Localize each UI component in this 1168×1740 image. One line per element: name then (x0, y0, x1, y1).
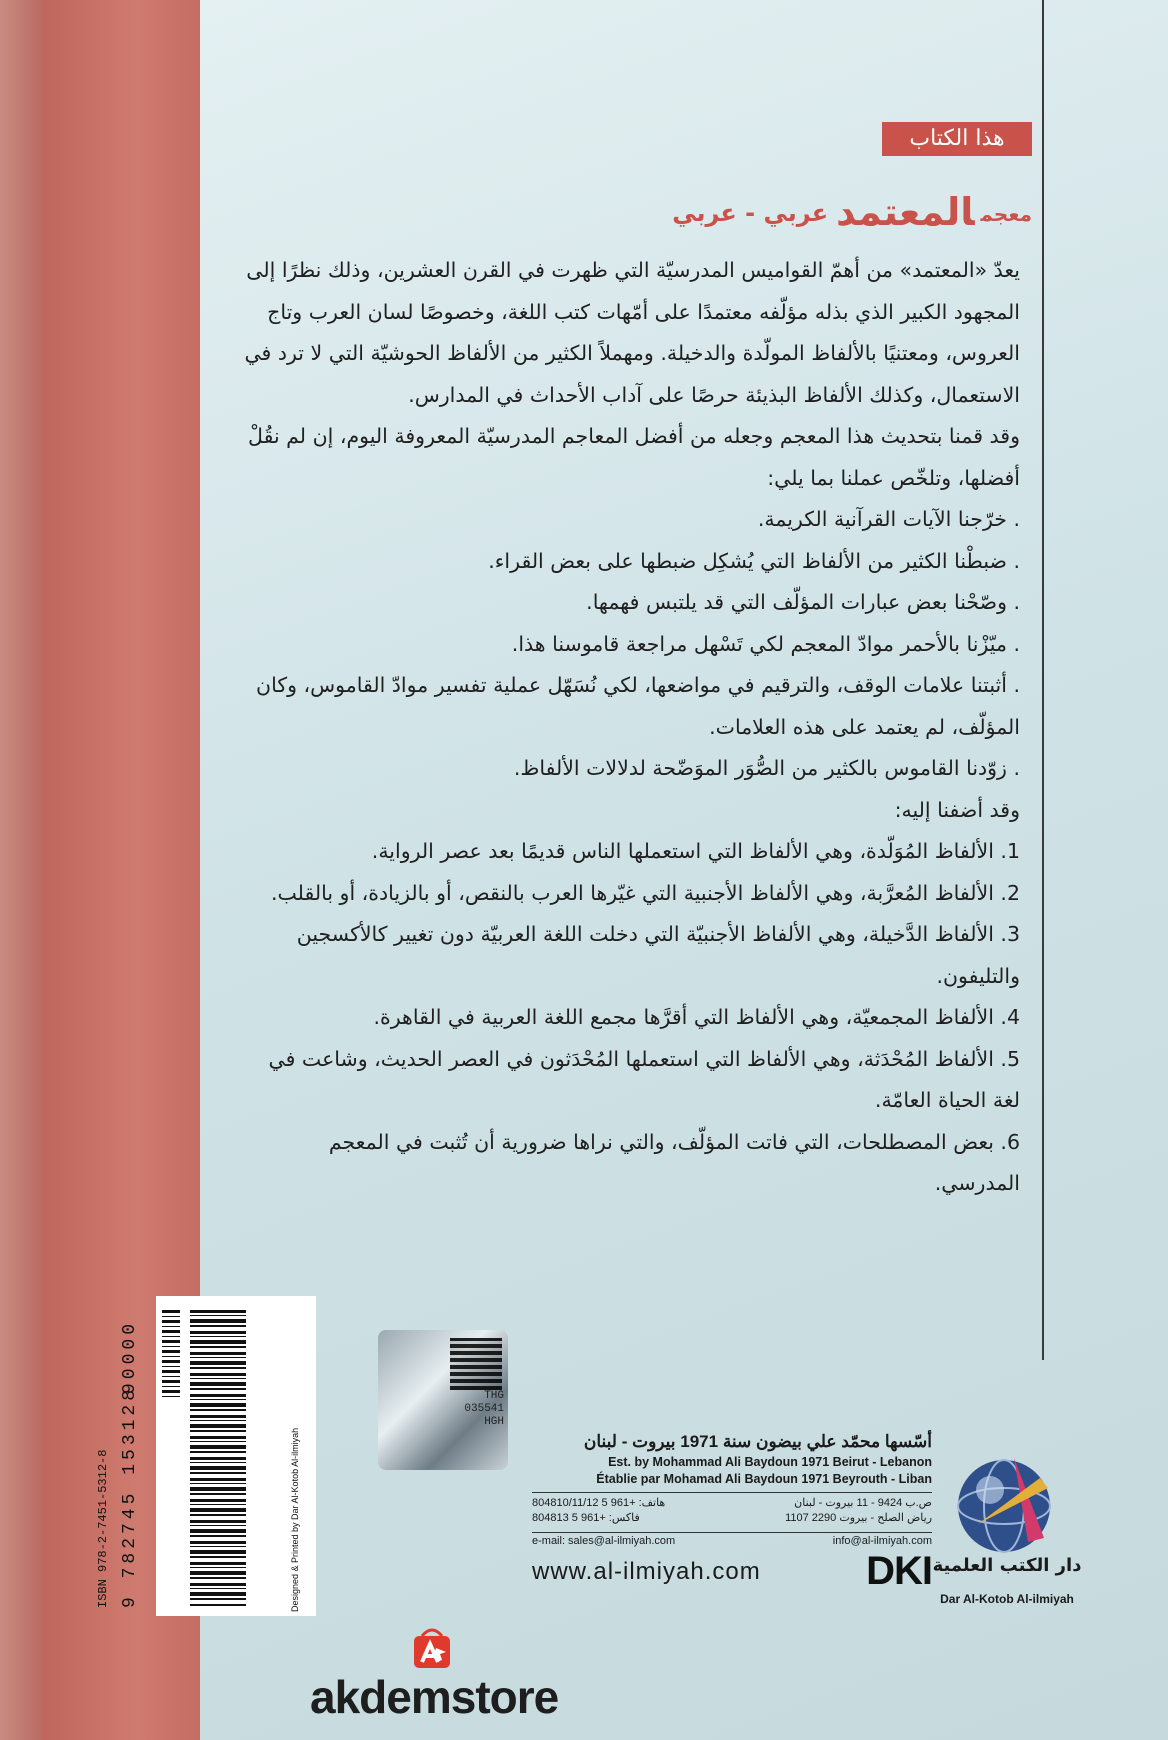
qr-code-icon (450, 1338, 502, 1390)
title-subtitle: عربي - عربي (672, 199, 829, 227)
list-item: 6. بعض المصطلحات، التي فاتت المؤلّف، والتي نراها ضرورية أن تُثبت في المعجم المدرسي. (328, 1129, 1020, 1195)
title-name: المعتمد (836, 190, 975, 234)
fax: فاكس: +961 5 804813 (532, 1512, 640, 1524)
email-lines (532, 1532, 932, 1547)
section-tag: هذا الكتاب (882, 122, 1032, 156)
publisher-logo-en: Dar Al-Kotob Al-ilmiyah (940, 1592, 1074, 1606)
description-text (240, 250, 1020, 1205)
founded-ar: أسّسها محمّد علي بيضون سنة 1971 بيروت - لبنان (583, 1432, 932, 1451)
hologram-sticker (378, 1330, 508, 1470)
list-item: . ميّزْنا بالأحمر موادّ المعجم لكي تَسْهل مراجعة قاموسنا هذا. (511, 631, 1020, 656)
publisher-logo-ar: دار الكتب العلمية (932, 1555, 1082, 1576)
dki-logo: DKI (866, 1549, 932, 1593)
ean-digits: 9 782745 153128 (120, 1385, 140, 1608)
border-line (1042, 0, 1044, 1360)
title-prefix: معجم (980, 202, 1032, 226)
list-item: . خرّجنا الآيات القرآنية الكريمة. (757, 507, 1020, 531)
printer-credit: Designed & Printed by Dar Al-Kotob Al-ilmiyah (290, 1427, 300, 1612)
contact-lines (532, 1492, 932, 1526)
book-spine (0, 0, 44, 1740)
list-item: . ضبطْنا الكثير من الألفاظ التي يُشكِل ضبطها على بعض القراء. (488, 548, 1020, 573)
founded-fr: Établie par Mohamad Ali Baydoun 1971 Beyrouth - Liban (596, 1472, 932, 1486)
ean-barcode (190, 1310, 246, 1606)
isbn-text: ISBN 978-2-7451-5312-8 (96, 1449, 110, 1608)
website-row (532, 1549, 932, 1594)
addon-barcode (162, 1310, 180, 1400)
book-title (672, 190, 1032, 234)
globe-logo-icon (944, 1448, 1074, 1558)
po-box: ص.ب 9424 - 11 بيروت - لبنان (794, 1497, 932, 1509)
list-item: 1. الألفاظ المُوَلّدة، وهي الألفاظ التي استعملها الناس قديمًا بعد عصر الرواية. (371, 839, 1020, 863)
email-info: info@al-ilmiyah.com (832, 1535, 932, 1547)
riad-address: رياض الصلح - بيروت 2290 1107 (785, 1512, 932, 1524)
watermark-brand: akdemstore (310, 1671, 559, 1723)
list-item: . وصّحْنا بعض عبارات المؤلّف التي قد يلتبس فهمها. (586, 590, 1020, 614)
email-sales: e-mail: sales@al-ilmiyah.com (532, 1535, 676, 1547)
website: www.al-ilmiyah.com (532, 1557, 761, 1585)
list-item: 4. الألفاظ المجمعيّة، وهي الألفاظ التي أقرَّها مجمع اللغة العربية في القاهرة. (373, 1005, 1020, 1029)
list-item: 2. الألفاظ المُعرَّبة، وهي الألفاظ الأجنبية التي غيّرها العرب بالنقص، أو بالزيادة، أو بالقلب. (271, 880, 1020, 905)
founded-en: Est. by Mohammad Ali Baydoun 1971 Beirut - Lebanon (608, 1455, 932, 1469)
list-item: . زوّدنا القاموس بالكثير من الصُّوَر الموَضّحة لدلالات الألفاظ. (513, 756, 1020, 780)
publisher-info (532, 1430, 932, 1594)
paragraph: وقد أضفنا إليه: (894, 797, 1020, 822)
paragraph: يعدّ «المعتمد» من أهمّ القواميس المدرسيّة التي ظهرت في القرن العشرين، وذلك نظرًا إلى المجهود الكبير الذي بذله مؤلّفه معتمدًا على أمّهات كتب اللغة، وخصوصًا لسان العرب وتاج العروس، ومعتنيًا بالألفاظ المولّدة والدخيلة. ومهملاً الكثير من الألفاظ الحوشيّة التي لا ترد في الاستعمال، وكذلك الألفاظ البذيئة حرصًا على آداب الأحداث في المدارس. (244, 258, 1020, 407)
list-item: . أثبتنا علامات الوقف، والترقيم في مواضعها، لكي نُسَهّل عملية تفسير موادّ القاموس، وكان المؤلّف، لم يعتمد على هذه العلامات. (256, 673, 1020, 739)
addon-digits: 90000 (120, 1319, 140, 1394)
hologram-code: THG 035541 HGH (464, 1390, 504, 1428)
paragraph: وقد قمنا بتحديث هذا المعجم وجعله من أفضل المعاجم المدرسيّة المعروفة اليوم، إن لم نقُلْ أفضلها، وتلخّص عملنا بما يلي: (248, 424, 1020, 490)
phone: هاتف: +961 5 804810/11/12 (532, 1497, 666, 1509)
list-item: 3. الألفاظ الدَّخيلة، وهي الألفاظ الأجنبيّة التي دخلت اللغة العربيّة دون تغيير كالأكسجين والتليفون. (296, 922, 1020, 988)
shopping-bag-icon (408, 1622, 456, 1670)
list-item: 5. الألفاظ المُحْدَثة، وهي الألفاظ التي استعملها المُحْدَثون في العصر الحديث، وشاعت في لغة الحياة العامّة. (268, 1046, 1020, 1112)
